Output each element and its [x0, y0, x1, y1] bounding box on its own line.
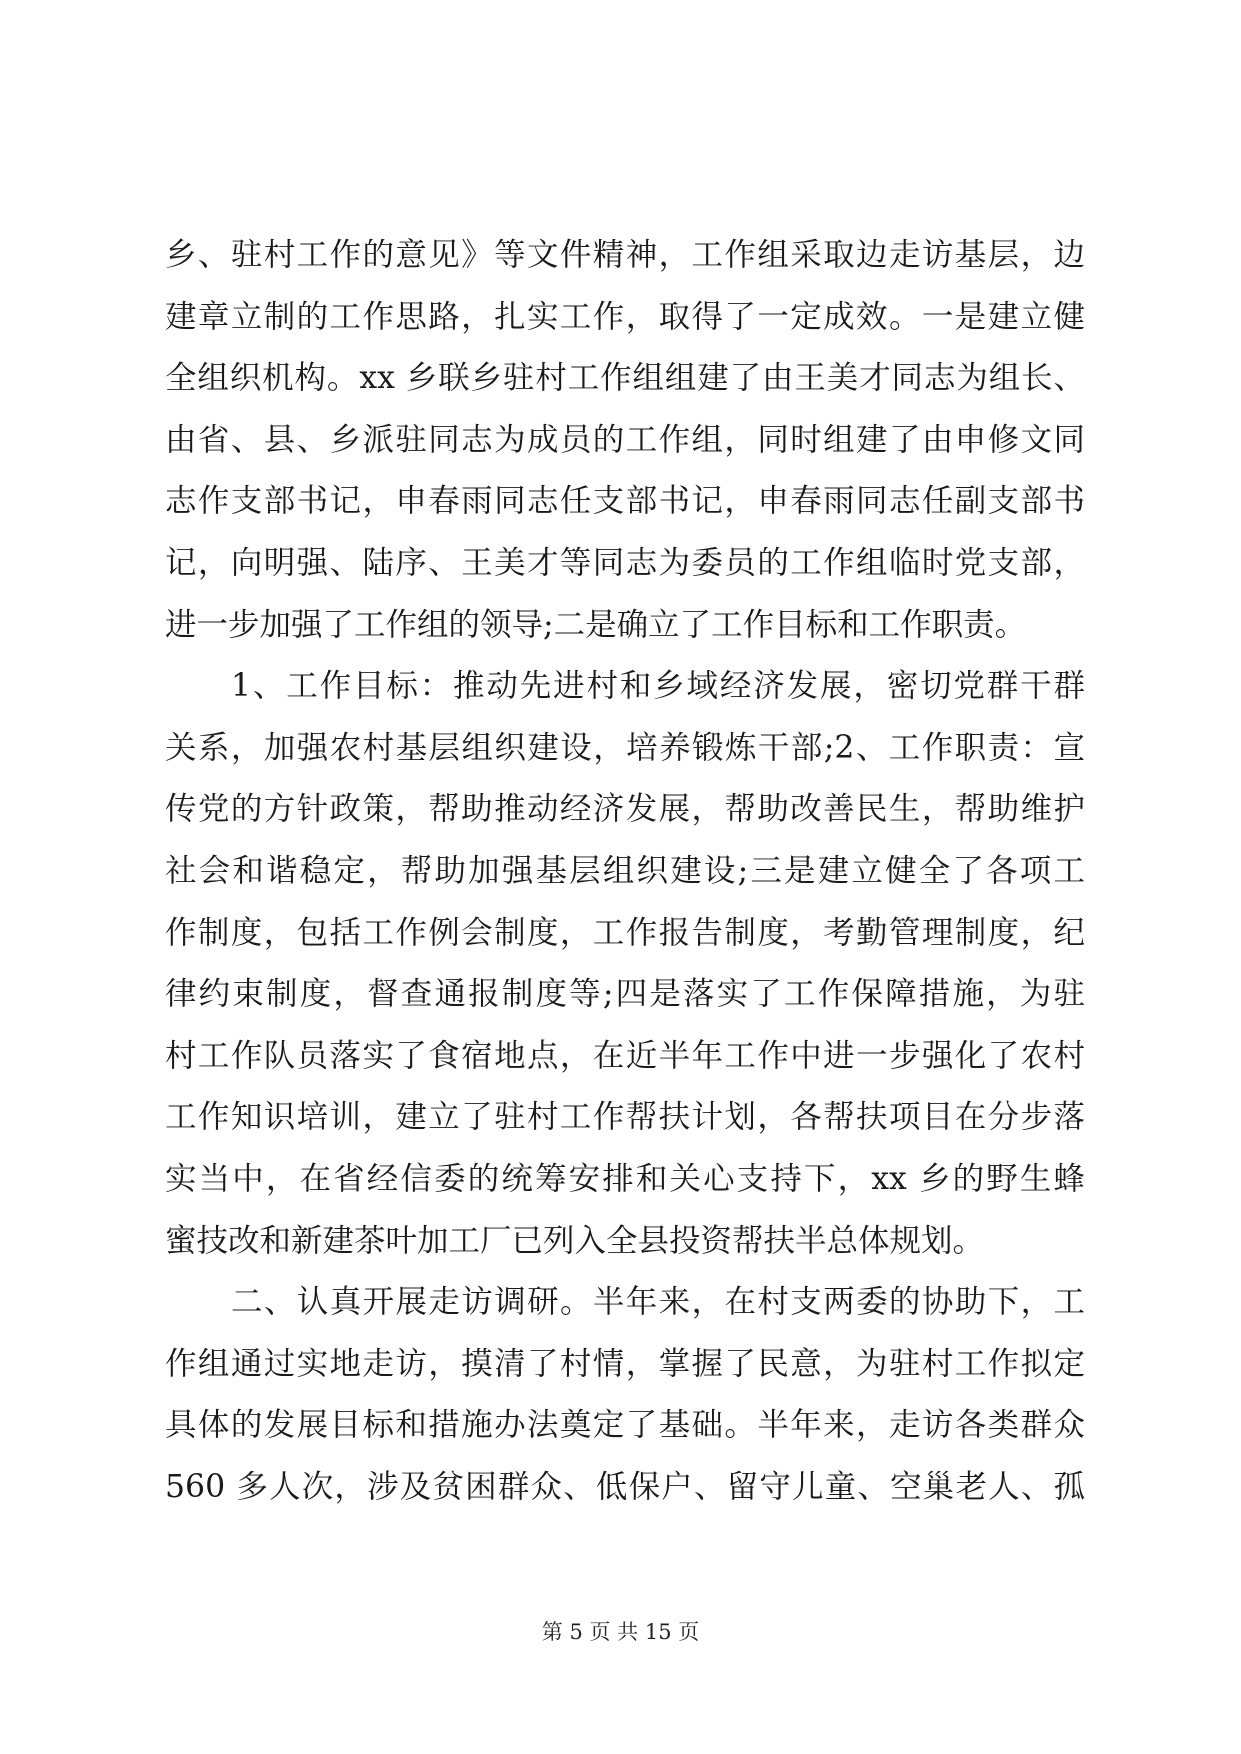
- text-line: 志作支部书记，申春雨同志任支部书记，申春雨同志任副支部书: [165, 483, 1085, 520]
- text-line: 作制度，包括工作例会制度，工作报告制度，考勤管理制度，纪: [165, 914, 1085, 951]
- text-line: 1、工作目标：推动先进村和乡域经济发展，密切党群干群: [231, 668, 1085, 705]
- text-line: 乡、驻村工作的意见》等文件精神，工作组采取边走访基层，边: [165, 237, 1085, 273]
- page-number-footer: 第 5 页 共 15 页: [541, 1620, 700, 1644]
- text-line: 村工作队员落实了食宿地点，在近半年工作中进一步强化了农村: [165, 1037, 1085, 1074]
- text-line: 传党的方针政策，帮助推动经济发展，帮助改善民生，帮助维护: [165, 791, 1085, 828]
- text-line: 蜜技改和新建茶叶加工厂已列入全县投资帮扶半总体规划。: [165, 1222, 985, 1259]
- text-line: 社会和谐稳定，帮助加强基层组织建设;三是建立健全了各项工: [165, 852, 1085, 889]
- text-line: 律约束制度，督查通报制度等;四是落实了工作保障措施，为驻: [165, 976, 1085, 1013]
- text-line: 具体的发展目标和措施办法奠定了基础。半年来，走访各类群众: [165, 1407, 1085, 1444]
- text-line: 工作知识培训，建立了驻村工作帮扶计划，各帮扶项目在分步落: [165, 1099, 1085, 1136]
- body-text: [165, 225, 1085, 1518]
- text-line: 全组织机构。xx 乡联乡驻村工作组组建了由王美才同志为组长、: [165, 360, 1085, 397]
- text-line: 由省、县、乡派驻同志为成员的工作组，同时组建了由申修文同: [165, 421, 1085, 458]
- text-line: 作组通过实地走访，摸清了村情，掌握了民意，为驻村工作拟定: [165, 1345, 1085, 1382]
- text-line: 二、认真开展走访调研。半年来，在村支两委的协助下，工: [231, 1284, 1085, 1321]
- text-line: 关系，加强农村基层组织建设，培养锻炼干部;2、工作职责：宣: [165, 729, 1085, 766]
- text-line: 进一步加强了工作组的领导;二是确立了工作目标和工作职责。: [165, 606, 1027, 643]
- text-line: 记，向明强、陆序、王美才等同志为委员的工作组临时党支部，: [165, 544, 1085, 581]
- text-line: 560 多人次，涉及贫困群众、低保户、留守儿童、空巢老人、孤: [165, 1468, 1085, 1505]
- text-line: 建章立制的工作思路，扎实工作，取得了一定成效。一是建立健: [165, 298, 1085, 335]
- text-line: 实当中，在省经信委的统筹安排和关心支持下，xx 乡的野生蜂: [165, 1160, 1085, 1197]
